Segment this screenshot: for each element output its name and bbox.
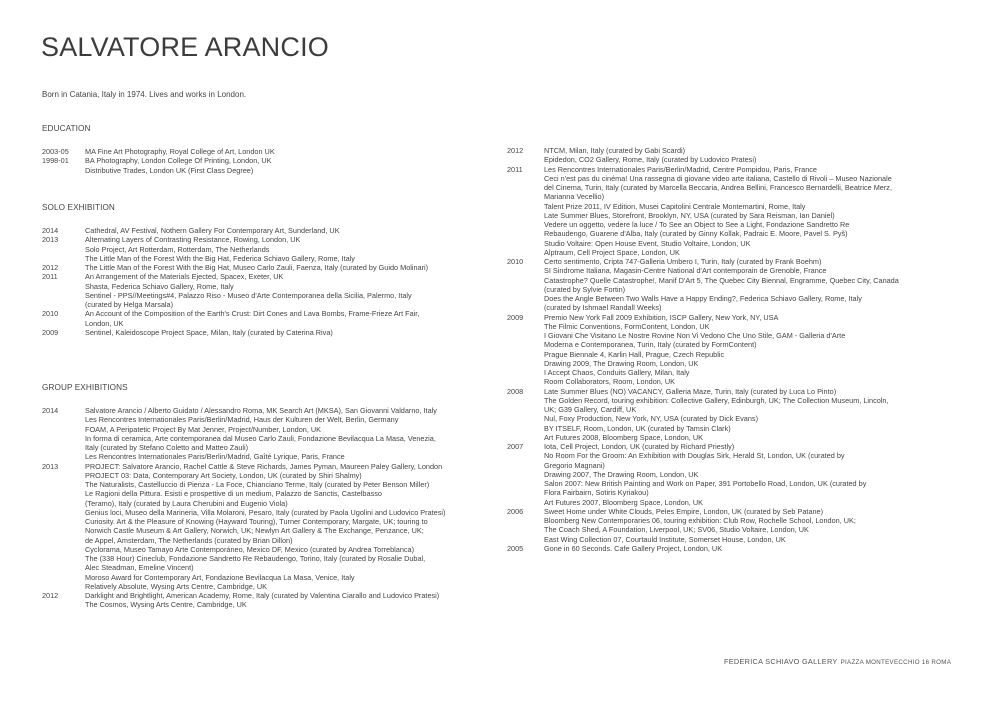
cv-entries	[85, 147, 492, 156]
cv-entry-line: The Golden Record, touring exhibition: Collective Gallery, Edinburgh, UK; The Collection Museum, Lincoln,	[544, 395, 889, 405]
page-title: SALVATORE ARANCIO	[41, 32, 329, 62]
cv-entry-line: Shasta, Federica Schiavo Gallery, Rome, Italy	[85, 281, 234, 291]
cv-entry-line: Prague Biennale 4, Karlin Hall, Prague, Czech Republic	[544, 349, 725, 359]
cv-entries	[85, 226, 492, 235]
cv-entry-line: The Little Man of the Forest With the Big Hat, Federica Schiavo Gallery, Rome, Italy	[85, 253, 355, 263]
cv-year-group	[507, 507, 952, 544]
cv-entry-line: Italy (curated by Stefano Coletto and Matteo Zauli)	[85, 443, 249, 452]
cv-entry-line: PROJECT: Salvatore Arancio, Rachel Cattle & Steve Richards, James Pyman, Maureen Paley Gallery, London	[85, 461, 443, 471]
cv-entry-line: Relatively Absolute, Wysing Arts Centre, Cambridge, UK	[85, 581, 268, 591]
cv-entry-line: Les Rencontres Internationales Paris/Berlin/Madrid, Centre Pompidou, Paris, France	[544, 164, 817, 174]
cv-entry-line: The Cosmos, Wysing Arts Centre, Cambridge, UK	[85, 600, 247, 610]
cv-entry-line: Epidedon, CO2 Gallery, Rome, Italy (curated by Ludovico Pratesi)	[544, 155, 757, 165]
solo-exhibition-list	[42, 226, 492, 337]
cv-year: 2013	[42, 461, 59, 471]
cv-year: 2009	[42, 327, 59, 337]
cv-year: 2005	[507, 543, 524, 553]
cv-year: 2014	[42, 406, 59, 415]
cv-entry-line: London, UK	[85, 318, 124, 328]
cv-entries	[85, 263, 492, 272]
cv-entry-line: Les Rencontres Internationales Paris/Berlin/Madrid, Haus der Kulturen der Welt, Berlin, Germany	[85, 415, 399, 425]
cv-entry-line: The Coach Shed, A Foundation, Liverpool, UK; SV06, Studio Voltaire, London, UK	[544, 525, 809, 535]
cv-entries	[85, 309, 492, 328]
cv-entry-line: del Cinema, Turin, Italy (curated by Marcella Beccaria, Andrea Bellini, Francesco Bernardelli, Beatrice Merz,	[544, 183, 892, 192]
cv-entry-line: Rebaudengo, Guarene d'Alba, Italy (curated by Ginny Kollak, Padraic E. Moore, Pavel S. Pyš)	[544, 229, 848, 239]
cv-year: 2010	[42, 309, 59, 319]
cv-year: 2010	[507, 257, 524, 266]
cv-year-group	[507, 544, 952, 553]
cv-year: 2012	[42, 263, 59, 272]
cv-year: 2003-05	[42, 147, 69, 156]
cv-entry-line: Alptraum, Cell Project Space, London, UK	[544, 247, 680, 257]
cv-entry-line: Moroso Award for Contemporary Art, Fondazione Bevilacqua La Masa, Venice, Italy	[85, 572, 355, 582]
cv-year: 2012	[42, 591, 59, 600]
cv-entry-line: de Appel, Amsterdam, The Netherlands (curated by Brian Dillon)	[85, 535, 293, 545]
cv-entries	[85, 591, 492, 610]
cv-entry-line: BA Photography, London College Of Printing, London, UK	[85, 156, 272, 166]
cv-entry-line: Sentinel - PPS//Meetings#4, Palazzo Riso - Museo d'Arte Contemporanea della Sicilia, Palermo, Italy	[85, 290, 412, 300]
cv-entry-line: Salvatore Arancio / Alberto Guidato / Alessandro Roma, MK Search Art (MKSA), San Giovanni Valdarno, Italy	[85, 406, 437, 415]
cv-entry-line: I Giovani Che Visitano Le Nostre Rovine Non Vi Vedono Che Uno Stile, GAM - Galleria d'Arte	[544, 331, 846, 340]
cv-entries	[85, 462, 492, 592]
cv-entry-line: Les Rencontres Internationales Paris/Berlin/Madrid, Gaîté Lyrique, Paris, France	[85, 452, 345, 462]
cv-entry-line: Gregorio Magnani)	[544, 460, 605, 470]
cv-entry-line: The Naturalists, Castelluccio di Pienza - La Foce, Chianciano Terme, Italy (curated by Peter Benson Miller)	[85, 480, 430, 489]
cv-year-group	[42, 226, 492, 235]
cv-entry-line: Iota, Cell Project, London, UK (curated by Richard Priestly)	[544, 442, 735, 451]
group-exhibitions-heading: GROUP EXHIBITIONS	[42, 383, 128, 392]
cv-entry-line: BY ITSELF, Room, London, UK (curated by Tamsin Clark)	[544, 423, 731, 433]
cv-entry-line: PROJECT 03: Data, Contemporary Art Society, London, UK (curated by Shiri Shalmy)	[85, 470, 362, 480]
cv-entry-line: Genius loci, Museo della Marineria, Villa Molaroni, Pesaro, Italy (curated by Paola Ugolini and Ludovico Pratesi)	[85, 507, 446, 517]
cv-entries	[85, 156, 492, 175]
cv-entry-line: Sweet Home under White Clouds, Peles Empire, London, UK (curated by Seb Patane)	[544, 506, 824, 516]
cv-entry-line: MA Fine Art Photography, Royal College of Art, London UK	[85, 147, 275, 156]
gallery-footer	[724, 657, 951, 666]
cv-entries	[544, 544, 952, 553]
cv-entry-line: Studio Voltaire: Open House Event, Studio Voltaire, London, UK	[544, 238, 751, 248]
cv-entry-line: Vedere un oggetto, vedere la luce / To See an Object to See a Light, Fondazione Sandretto Re	[544, 220, 850, 229]
education-list	[42, 147, 492, 175]
cv-entry-line: Curiosity. Art & the Pleasure of Knowing (Hayward Touring), Turner Contemporary, Margate, UK; touring to	[85, 517, 428, 526]
cv-entry-line: Art Futures 2007, Bloomberg Space, London, UK	[544, 497, 704, 507]
cv-entry-line: Darklight and Brightlight, American Academy, Rome, Italy (curated by Valentina Ciarallo and Ludovico Pratesi)	[85, 591, 440, 600]
cv-entry-line: (curated by Sylvie Fortin)	[544, 284, 626, 294]
cv-entry-line: NTCM, Milan, Italy (curated by Gabi Scardi)	[544, 146, 686, 155]
cv-entry-line: Late Summer Blues (NO) VACANCY, Galleria Maze, Turin, Italy (curated by Luca Lo Pinto)	[544, 386, 837, 396]
group-exhibitions-list-left	[42, 406, 492, 610]
cv-entry-line: Le Ragioni della Pittura. Esisti e prospettive di un medium, Palazzo de Sanctis, Castelbasso	[85, 489, 382, 499]
education-heading: EDUCATION	[42, 124, 91, 133]
gallery-address: PIAZZA MONTEVECCHIO 16 ROMA	[840, 659, 952, 666]
cv-entries	[85, 406, 492, 462]
cv-year: 2007	[507, 442, 524, 451]
cv-entry-line: Nul, Foxy Production, New York, NY, USA (curated by Dick Evans)	[544, 414, 758, 424]
cv-year-group	[507, 442, 952, 507]
cv-entry-line: In forma di ceramica, Arte contemporanea dal Museo Carlo Zauli, Fondazione Bevilacqua La Masa, Venezia,	[85, 433, 436, 443]
cv-entry-line: The Little Man of the Forest With the Big Hat, Museo Carlo Zauli, Faenza, Italy (curated by Guido Molinari)	[85, 263, 429, 272]
cv-year: 2013	[42, 235, 59, 245]
cv-year-group	[42, 272, 492, 309]
cv-entry-line: Does the Angle Between Two Walls Have a Happy Ending?, Federica Schiavo Gallery, Rome, Italy	[544, 294, 862, 303]
cv-entry-line: Late Summer Blues, Storefront, Brooklyn, NY, USA (curated by Sara Reisman, Ian Daniel)	[544, 210, 835, 220]
cv-year-group	[42, 591, 492, 610]
cv-entry-line: An Account of the Composition of the Earth's Crust: Dirt Cones and Lava Bombs, Frame-Frieze Art Fair,	[85, 309, 420, 319]
cv-entries	[544, 146, 952, 165]
cv-entry-line: (Teramo), Italy (curated by Laura Cherubini and Eugenio Viola)	[85, 498, 288, 508]
cv-year: 2006	[507, 506, 524, 516]
cv-year: 2011	[42, 272, 58, 282]
cv-entries	[544, 165, 952, 258]
cv-year-group	[507, 165, 952, 258]
cv-entries	[544, 313, 952, 387]
cv-entry-line: An Arrangement of the Materials Ejected, Spacex, Exeter, UK	[85, 272, 284, 282]
cv-entry-line: The (338 Hour) Cineclub, Fondazione Sandretto Re Rebaudengo, Torino, Italy (curated by Rosalie Dubal,	[85, 554, 426, 563]
cv-year-group	[42, 156, 492, 175]
cv-entry-line: Gone in 60 Seconds. Cafe Gallery Project, London, UK	[544, 543, 723, 553]
cv-entry-line: East Wing Collection 07, Courtauld Institute, Somerset House, London, UK	[544, 534, 786, 544]
solo-exhibition-heading: SOLO EXHIBITION	[42, 203, 115, 212]
cv-entry-line: Flora Fairbairn, Sotiris Kyriakou)	[544, 488, 649, 498]
cv-year-group	[42, 462, 492, 592]
cv-year-group	[507, 387, 952, 443]
cv-entry-line: Certo sentimento, Cripta 747-Galleria Umbero I, Turin, Italy (curated by Frank Boehm)	[544, 257, 822, 266]
cv-year-group	[42, 328, 492, 337]
cv-entry-line: I Accept Chaos, Conduits Gallery, Milan, Italy	[544, 368, 690, 377]
cv-year-group	[507, 257, 952, 313]
cv-entry-line: Bloomberg New Contemporaries 06, touring exhibition: Club Row, Rochelle School, London, UK;	[544, 516, 856, 525]
cv-year-group	[42, 263, 492, 272]
cv-entries	[544, 257, 952, 313]
cv-year-group	[42, 309, 492, 328]
cv-entry-line: Drawing 2007, The Drawing Room, London, UK	[544, 469, 699, 479]
cv-entry-line: No Room For the Groom: An Exhibition with Douglas Sirk, Herald St, London, UK (curated by	[544, 451, 845, 461]
cv-entry-line: UK; G39 Gallery, Cardiff, UK	[544, 405, 637, 414]
cv-entry-line: (curated by Helga Marsala)	[85, 300, 174, 309]
cv-entry-line: Room Collaborators, Room, London, UK	[544, 377, 676, 387]
cv-year-group	[507, 313, 952, 387]
cv-entry-line: Salon 2007: New British Painting and Work on Paper, 391 Portobello Road, London, UK (curated by	[544, 479, 867, 488]
cv-entry-line: Distributive Trades, London UK (First Class Degree)	[85, 165, 254, 175]
cv-year: 1998-01	[42, 156, 69, 166]
cv-entry-line: FOAM, A Peripatetic Project By Mat Jenner, Project/Number, London, UK	[85, 424, 322, 434]
cv-entry-line: Talent Prize 2011, IV Edition, Musei Capitolini Centrale Montemartini, Rome, Italy	[544, 201, 806, 211]
cv-entries	[544, 387, 952, 443]
cv-entry-line: Alternating Layers of Contrasting Resistance, Rowing, London, UK	[85, 235, 301, 245]
cv-entries	[85, 272, 492, 309]
cv-entry-line: The Filmic Conventions, FormContent, London, UK	[544, 321, 710, 331]
artist-bio: Born in Catania, Italy in 1974. Lives and works in London.	[42, 90, 247, 99]
cv-entry-line: Alec Steadman, Emeline Vincent)	[85, 563, 194, 573]
cv-entry-line: Sentinel, Kaleidoscope Project Space, Milan, Italy (curated by Caterina Riva)	[85, 327, 333, 337]
cv-entry-line: Premio New York Fall 2009 Exhibition, ISCP Gallery, New York, NY, USA	[544, 312, 779, 322]
cv-entry-line: Norwich Castle Museum & Art Gallery, Norwich, UK; Newlyn Art Gallery & The Exchange, Penzance, UK;	[85, 526, 424, 536]
cv-year: 2009	[507, 312, 524, 322]
gallery-name: FEDERICA SCHIAVO GALLERY	[724, 657, 838, 666]
cv-entry-line: SI Sindrome Italiana, Magasin-Centre National d'Art contemporain de Grenoble, France	[544, 266, 827, 276]
cv-year-group	[42, 235, 492, 263]
cv-entry-line: Moderna e Contemporanea, Turin, Italy (curated by FormContent)	[544, 340, 757, 350]
cv-year: 2008	[507, 386, 524, 396]
cv-entries	[85, 328, 492, 337]
cv-entries	[544, 507, 952, 544]
cv-entry-line: Catastrophe? Quelle Catastrophe!, Manif D'Art 5, The Quebec City Biennal, Engramme, Quebec City, Canada	[544, 275, 899, 285]
cv-entry-line: Solo Project, Art Rotterdam, Rotterdam, The Netherlands	[85, 244, 270, 254]
cv-year: 2014	[42, 226, 59, 235]
cv-year: 2012	[507, 146, 524, 155]
group-exhibitions-list-right	[507, 146, 952, 553]
cv-entry-line: Ceci n'est pas du cinéma! Una rassegna di giovane video arte italiana, Castello di Rivoli – Museo Nazionale	[544, 173, 892, 183]
cv-year-group	[507, 146, 952, 165]
cv-entry-line: Marianna Vecellio)	[544, 192, 605, 202]
cv-entry-line: Cathedral, AV Festival, Nothern Gallery For Contemporary Art, Sunderland, UK	[85, 226, 340, 235]
cv-entries	[85, 235, 492, 263]
cv-entry-line: Art Futures 2008, Bloomberg Space, London, UK	[544, 432, 704, 442]
cv-year-group	[42, 147, 492, 156]
cv-year: 2011	[507, 164, 523, 174]
cv-year-group	[42, 406, 492, 462]
cv-entry-line: Drawing 2009, The Drawing Room, London, UK	[544, 358, 699, 368]
cv-entries	[544, 442, 952, 507]
cv-entry-line: (curated by Ishmael Randall Weeks)	[544, 303, 662, 313]
cv-entry-line: Cyclorama, Museo Tamayo Arte Contemporáneo, Mexico DF, Mexico (curated by Andrea Torreblanca)	[85, 544, 415, 554]
